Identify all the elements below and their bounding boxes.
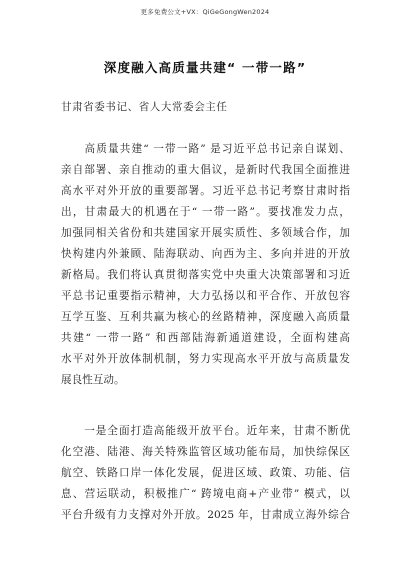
paragraph-line: 共建“ 一带一路” 和西部陆海新通道建设，全面构建高 [61, 332, 350, 344]
paragraph-line: 高水平对外开放的重要部署。习近平总书记考察甘肃时指 [61, 185, 350, 197]
paragraph-line: 新格局。我们将认真贯彻落实党中央重大决策部署和习近 [61, 269, 350, 281]
paragraph-line: 互学互鉴、互利共赢为核心的丝路精神，深度融入高质量 [61, 311, 350, 323]
paragraph-line: 出，甘肃最大的机遇在于“ 一带一路”。要找准发力点， [61, 206, 350, 218]
paragraph-line: 水平对外开放体制机制，努力实现高水平开放与高质量发 [61, 353, 350, 365]
paragraph-line: 息、营运联动，积极推广“ 跨境电商+产业带” 模式，以 [61, 488, 350, 500]
paragraph-line: 快构建内外兼顾、陆海联动、向西为主、多向并进的开放 [61, 248, 350, 260]
paragraph-line: 平总书记重要指示精神，大力弘扬以和平合作、开放包容 [61, 290, 350, 302]
paragraph-line: 一是全面打造高能级开放平台。近年来，甘肃不断优 [61, 425, 350, 437]
paragraph-1 [61, 139, 350, 391]
paragraph-line: 平台升级有力支撑对外开放。2025 年，甘肃成立海外综合 [61, 509, 350, 521]
document-title: 深度融入高质量共建“ 一带一路” [103, 60, 307, 75]
author-line: 甘肃省委书记、省人大常委会主任 [61, 101, 228, 113]
paragraph-line: 亲自部署、亲自推动的重大倡议，是新时代我国全面推进 [61, 164, 350, 176]
paragraph-line: 加强同相关省份和共建国家开展实质性、多领域合作，加 [61, 227, 350, 239]
paragraph-line: 展良性互动。 [61, 374, 125, 386]
paragraph-2 [61, 421, 350, 526]
paragraph-line: 航空、铁路口岸一体化发展，促进区域、政策、功能、信 [61, 467, 350, 479]
header-note: 更多免费公文+VX：QiGeGongWen2024 [140, 8, 270, 16]
paragraph-line: 化空港、陆港、海关特殊监管区域功能布局，加快综保区 [61, 446, 350, 458]
paragraph-line: 高质量共建“ 一带一路” 是习近平总书记亲自谋划、 [61, 143, 350, 155]
